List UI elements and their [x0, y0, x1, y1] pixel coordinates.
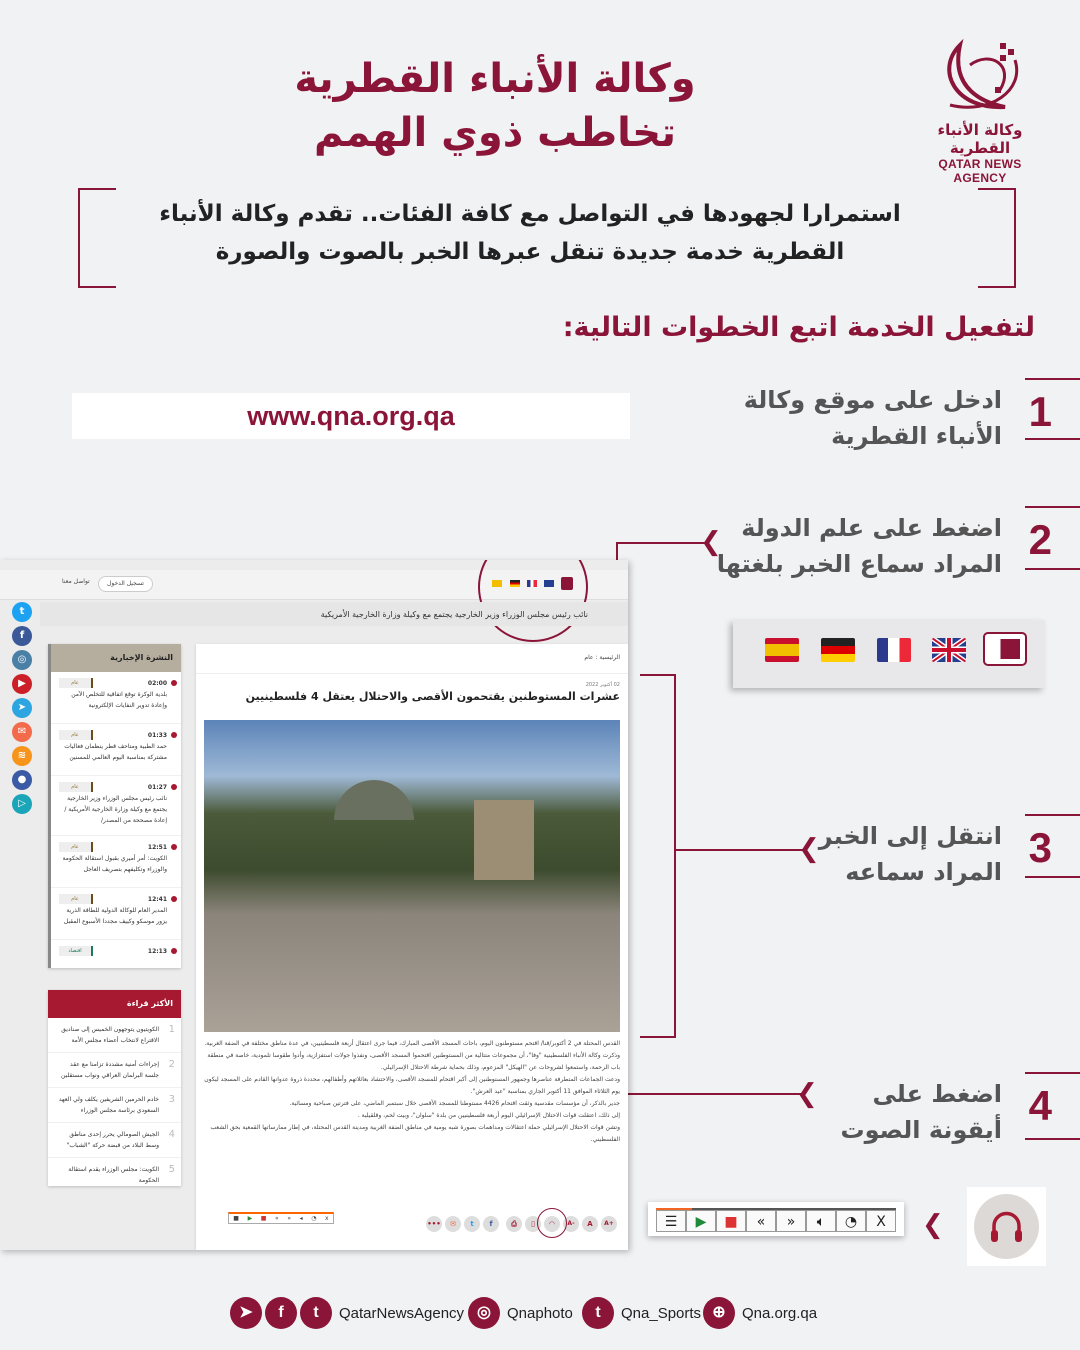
telegram-icon[interactable]: ➤: [230, 1297, 262, 1329]
audio-player: [648, 1202, 904, 1236]
website-url[interactable]: www.qna.org.qa: [72, 393, 630, 439]
connector-line: [676, 849, 806, 851]
article-date: 02 أكتوبر 2022: [585, 682, 620, 688]
apple-icon[interactable]: ●: [12, 770, 32, 790]
most-read-item[interactable]: 2 إجراءات أمنية مشددة تزامنا مع عقد جلسة البرلمان العراقي ونواب مستقلين: [48, 1053, 181, 1088]
article-toolbar: [426, 1216, 626, 1232]
news-item[interactable]: 12:13 اقتصاد: [51, 940, 181, 956]
most-read-item[interactable]: 4 الجيش الصومالي يحرر إحدى مناطق وسط البلاد من قبضة حركة "الشباب": [48, 1123, 181, 1158]
building-shape: [474, 800, 534, 880]
email-share-icon[interactable]: ✉: [445, 1216, 461, 1232]
divider: [1025, 506, 1080, 508]
divider: [1025, 378, 1080, 380]
rewind-button[interactable]: «: [746, 1210, 776, 1232]
step-text: اضغط على علم الدولة المراد سماع الخبر بلغتها: [716, 514, 1002, 578]
qna-logo: [915, 35, 1045, 185]
facebook-icon[interactable]: f: [265, 1297, 297, 1329]
bracket-right: [978, 188, 1016, 288]
step-2: [716, 510, 1080, 580]
footer-group-main: [230, 1297, 464, 1329]
login-button[interactable]: تسجيل الدخول: [98, 576, 153, 592]
article-photo: [204, 720, 620, 1032]
newsfeed-title: النشرة الإخبارية: [51, 644, 181, 672]
forward-icon: »: [287, 1215, 291, 1222]
volume-button[interactable]: 🔈︎: [806, 1210, 836, 1232]
most-read-item[interactable]: 3 خادم الحرمين الشريفين يكلف ولي العهد السعودي برئاسة مجلس الوزراء: [48, 1088, 181, 1123]
headphones-icon[interactable]: ◠: [544, 1216, 560, 1232]
close-button[interactable]: X: [866, 1210, 896, 1232]
qatar-flag-icon: [990, 639, 1020, 659]
instagram-icon[interactable]: ◎: [12, 650, 32, 670]
bracket-line: [640, 1036, 676, 1038]
most-read-item[interactable]: 1 الكويتيون يتوجهون الخميس إلى صناديق الاقتراع لانتخاب أعضاء مجلس الأمة: [48, 1018, 181, 1053]
footer-handle-sports[interactable]: Qna_Sports: [621, 1304, 702, 1322]
news-item[interactable]: 12:51 عام الكويت: أمر أميري بقبول استقالة الحكومة والوزراء وتكليفهم بتصريف العاجل: [51, 836, 181, 888]
newsfeed-panel: [48, 644, 181, 968]
close-icon: x: [325, 1215, 329, 1222]
contact-link[interactable]: تواصل معنا: [62, 578, 90, 585]
divider: [1025, 438, 1080, 440]
language-flags-panel: [733, 620, 1045, 688]
news-item[interactable]: 02:00 عام بلدية الوكرة توقع اتفاقية للتخلص الآمن وإعادة تدوير النفايات الإلكترونية: [51, 672, 181, 724]
divider: [1025, 876, 1080, 878]
menu-button[interactable]: ☰: [656, 1210, 686, 1232]
speed-icon: ◔: [311, 1215, 317, 1222]
intro-text: [130, 195, 930, 271]
footer-social: [230, 1297, 830, 1331]
facebook-share-icon[interactable]: f: [483, 1216, 499, 1232]
step-number: 3: [1028, 824, 1052, 871]
step-text: اضغط على أيقونة الصوت: [840, 1080, 1002, 1144]
rewind-icon: «: [275, 1215, 279, 1222]
connector-line: [616, 542, 706, 544]
divider: [1025, 1138, 1080, 1140]
bracket-line: [640, 674, 676, 676]
highlight-circle: [537, 1208, 567, 1238]
step-text: انتقل إلى الخبر المراد سماعه: [818, 822, 1002, 886]
news-item[interactable]: 01:33 عام حمد الطبية ومتاحف قطر ينظمان فعاليات مشتركة بمناسبة اليوم العالمي للمسنين: [51, 724, 181, 776]
divider: [1025, 814, 1080, 816]
play-button[interactable]: ▶: [686, 1210, 716, 1232]
font-reset-button[interactable]: A: [582, 1216, 598, 1232]
news-item[interactable]: 01:27 عام نائب رئيس مجلس الوزراء وزير الخارجية يجتمع مع وكيلة وزارة الخارجية الأمريكية / إعادة مصححة من المصدر/: [51, 776, 181, 836]
bookmark-icon[interactable]: ▯: [525, 1216, 541, 1232]
menu-icon: ■: [233, 1215, 239, 1222]
footer-website[interactable]: Qna.org.qa: [742, 1304, 818, 1322]
telegram-icon[interactable]: ➤: [12, 698, 32, 718]
twitter-icon[interactable]: t: [300, 1297, 332, 1329]
globe-icon[interactable]: ⊕: [703, 1297, 735, 1329]
intro-line-2: القطرية خدمة جديدة تنقل عبرها الخبر بالصوت والصورة: [215, 239, 845, 265]
most-read-panel: [48, 990, 181, 1186]
step-1: [743, 382, 1080, 452]
arrow-left-icon: ❮: [922, 1210, 944, 1240]
twitter-icon[interactable]: t: [582, 1297, 614, 1329]
play-icon: ▶: [247, 1215, 253, 1222]
arrow-left-icon: ❮: [798, 834, 820, 864]
footer-group-web: [703, 1297, 817, 1329]
stop-icon: ■: [260, 1215, 267, 1222]
intro-line-1: استمرارا لجهودها في التواصل مع كافة الفئات.. تقدم وكالة الأنباء: [159, 201, 901, 227]
youtube-icon[interactable]: ▶: [12, 674, 32, 694]
article-headline: عشرات المستوطنين يقتحمون الأقصى والاحتلال يعتقل 4 فلسطينيين: [245, 690, 620, 703]
speed-button[interactable]: ◔: [836, 1210, 866, 1232]
france-flag-icon[interactable]: [877, 638, 911, 662]
stop-button[interactable]: ■: [716, 1210, 746, 1232]
facebook-icon[interactable]: f: [12, 626, 32, 646]
email-icon[interactable]: ✉: [12, 722, 32, 742]
footer-group-sports: [582, 1297, 701, 1329]
qatar-flag-button[interactable]: [983, 632, 1027, 666]
step-number: 2: [1028, 516, 1052, 563]
logo-english-text: QATAR NEWS AGENCY: [938, 157, 1022, 185]
google-play-icon[interactable]: ▷: [12, 794, 32, 814]
news-ticker[interactable]: نائب رئيس مجلس الوزراء وزير الخارجية يجتمع مع وكيلة وزارة الخارجية الأمريكية: [40, 602, 628, 626]
dome-shape: [334, 780, 414, 820]
page-title: [285, 52, 705, 160]
steps-subtitle: لتفعيل الخدمة اتبع الخطوات التالية:: [562, 312, 1035, 343]
twitter-icon[interactable]: t: [12, 602, 32, 622]
footer-handle-photo[interactable]: Qnaphoto: [507, 1304, 573, 1322]
step-number: 1: [1028, 388, 1052, 435]
headphones-icon-box: [967, 1187, 1046, 1266]
title-line-2: تخاطب ذوي الهمم: [313, 110, 677, 156]
font-decrease-button[interactable]: A-: [563, 1216, 579, 1232]
step-number: 4: [1028, 1082, 1052, 1129]
headphones-button[interactable]: [974, 1194, 1039, 1259]
twitter-share-icon[interactable]: t: [464, 1216, 480, 1232]
article-panel: [196, 644, 628, 1250]
divider: [1025, 1072, 1080, 1074]
bracket-left: [78, 188, 116, 288]
headphones-icon: [974, 1194, 1039, 1259]
arrow-left-icon: ❮: [700, 527, 722, 557]
spain-flag-icon[interactable]: [765, 638, 799, 662]
step-text: ادخل على موقع وكالة الأنباء القطرية: [743, 386, 1002, 450]
mini-audio-player[interactable]: [228, 1212, 334, 1224]
highlight-circle: [478, 560, 588, 642]
qna-emblem-icon: [930, 35, 1030, 113]
arrow-left-icon: ❮: [796, 1079, 818, 1109]
logo-arabic-text: وكالة الأنباء القطرية: [937, 121, 1023, 157]
title-line-1: وكالة الأنباء القطرية: [294, 56, 696, 102]
breadcrumb[interactable]: الرئيسية : عام: [196, 644, 628, 674]
most-read-item[interactable]: 5 الكويت: مجلس الوزراء يقدم استقالة الحكومة: [68, 1164, 175, 1184]
uk-flag-icon[interactable]: [932, 638, 966, 662]
rss-icon[interactable]: ≋: [12, 746, 32, 766]
volume-icon: ◂: [299, 1215, 303, 1222]
print-icon[interactable]: ⎙: [506, 1216, 522, 1232]
divider: [1025, 568, 1080, 570]
article-body: القدس المحتلة في 2 أكتوبر/قنا/ اقتحم مستوطنون اليوم، باحات المسجد الأقصى المبارك، فيما جرى اعتقال أربعة فلسطينيين، في عدة مناطق مختلفة في الضفة الغربية. وذكرت وكالة الأنباء الفلسطينية "وفا"، أن مجموعات متتالية من المستوطنين اقتحموا المسجد الأقصى، ونفذوا جولات استفزازية، وأدوا طقوسا تلمودية، خاصة في منطقة باب الرحمة، واستمعوا لشروحات عن "الهيكل" المزعوم، وذلك بحماية شرطة الاحتلال الإسرائيلي. ودعت الجماعات المتطرفة عناصرها وجمهور المستوطنين إلى أكبر اقتحام للمسجد الأقصى، والاحتشاد بعائلاتهم وأطفالهم، محددة ذروة عدوانها القادم على المسجد ليكون يوم الثلاثاء الموافق 11 أكتوبر الجاري بمناسبة "عيد العرش". جدير بالذكر، أن مؤسسات مقدسية وثقت اقتحام 4426 مستوطنا للمسجد الأقصى خلال سبتمبر الماضي، على فترتين صباحية ومسائية. إلى ذلك، اعتقلت قوات الاحتلال الإسرائيلي اليوم أربعة فلسطينيين من بلدة "سلوان"، وبيت لحم، وقلقيلية . وتشن قوات الاحتلال الإسرائيلي حملة اعتقالات ومداهمات بصورة شبه يومية في مناطق الضفة الغربية ومدينة القدس المحتلة، في إطار ممارساتها القمعية بحق الشعب الفلسطيني.: [204, 1040, 620, 1143]
footer-handle-main[interactable]: QatarNewsAgency: [339, 1304, 465, 1322]
instagram-icon[interactable]: ◎: [468, 1297, 500, 1329]
font-increase-button[interactable]: A+: [601, 1216, 617, 1232]
germany-flag-icon[interactable]: [821, 638, 855, 662]
most-read-title: الأكثر قراءة: [48, 990, 181, 1018]
footer-group-photo: [468, 1297, 573, 1329]
news-item[interactable]: 12:41 عام المدير العام للوكالة الدولية للطاقة الذرية يزور موسكو وكييف مجددا الأسبوع المقبل: [51, 888, 181, 940]
fast-forward-button[interactable]: »: [776, 1210, 806, 1232]
website-screenshot: [0, 560, 628, 1250]
bracket-line: [674, 674, 676, 1038]
more-icon[interactable]: •••: [426, 1216, 442, 1232]
